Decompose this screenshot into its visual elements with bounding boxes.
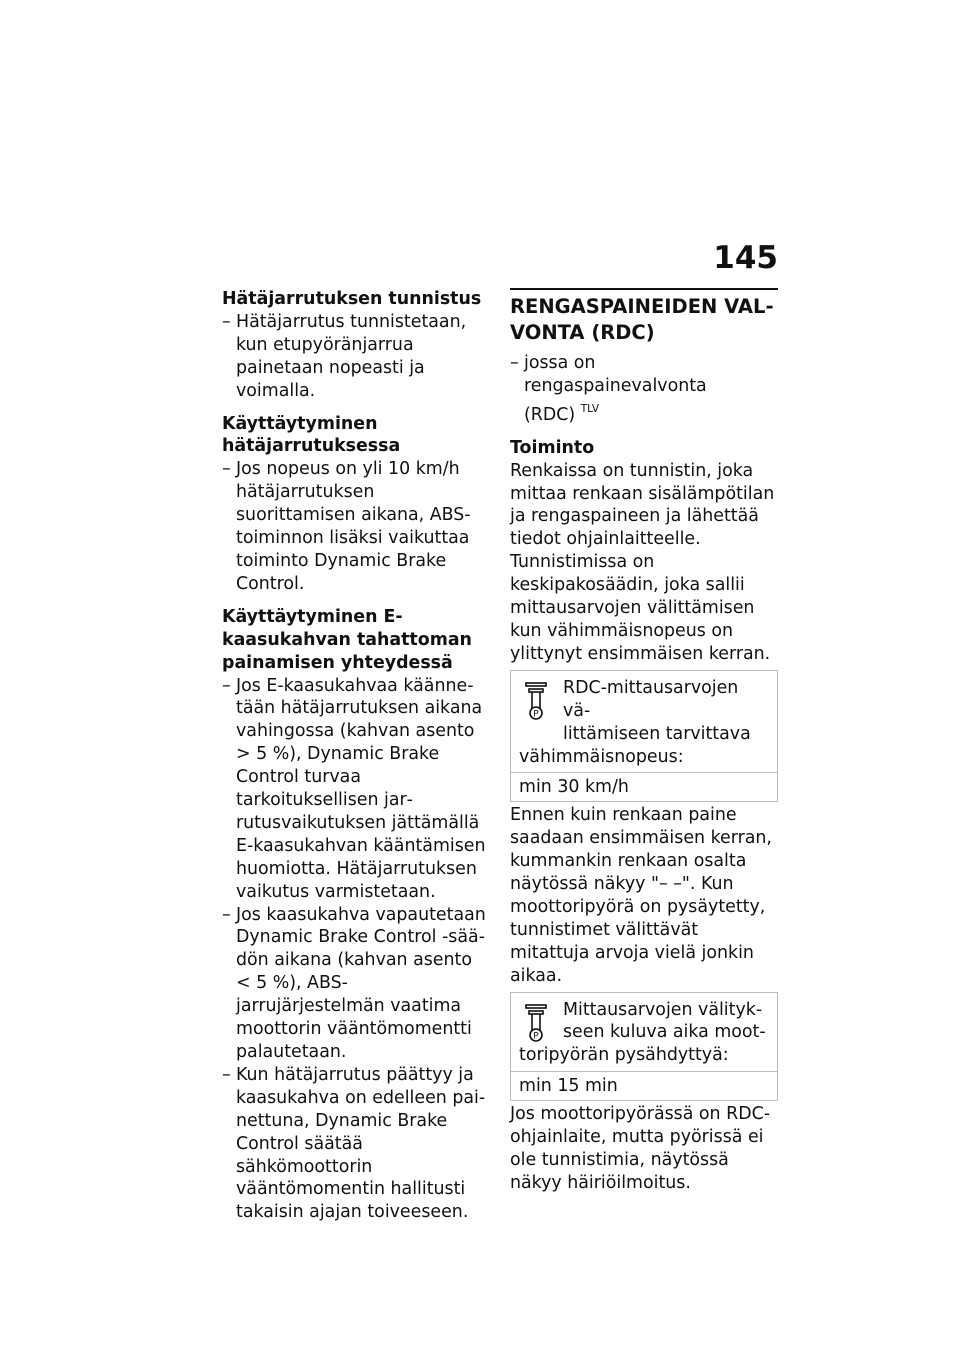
right-column: [510, 288, 778, 1195]
svg-text:P: P: [533, 1031, 539, 1042]
note-value: min 30 km/h: [511, 772, 777, 801]
list-dash: –: [510, 353, 519, 373]
section-rule: [510, 288, 778, 290]
note-line-3: vähimmäisnopeus:: [519, 746, 684, 767]
tlv-superscript: TLV: [580, 402, 600, 415]
section-title-line-2: VONTA (RDC): [510, 321, 655, 344]
list-item-text: Hätäjarrutus tunnistetaan, kun etupyöränjarrua painetaan nopeasti ja voimalla.: [236, 311, 467, 401]
heading-behaviour-line-1: Käyttäytyminen: [222, 413, 378, 434]
note-header: [511, 671, 777, 773]
heading-function: Toiminto: [510, 437, 595, 458]
note-box-transmit-time: [510, 992, 778, 1102]
note-line-1: RDC-mittausarvojen vä-: [563, 677, 739, 721]
list-item: [510, 352, 778, 427]
heading-egrip-line-1: Käyttäytyminen E-: [222, 606, 403, 627]
list-item-text-cont: > 5 %), Dynamic Brake Control turvaa tarkoituksellisen jarrutusvaikutuksen jättämällä E-kaasukahvan kääntämisen huomiotta. Hätäjarrutuksen vaikutus varmistetaan.: [236, 744, 486, 902]
list-item-text: jossa on rengaspainevalvonta: [524, 353, 707, 396]
list-dash: –: [222, 1064, 231, 1085]
list-dash: –: [222, 904, 231, 925]
note-line-2: seen kuluva aika moot-: [563, 1022, 766, 1043]
list-item: [222, 1064, 490, 1224]
paragraph-function: Renkaissa on tunnistin, joka mittaa renkaan sisälämpötilan ja rengaspaineen ja lähettää tiedot ohjainlaitteelle. Tunnistimissa on keskipakosäädin, joka sallii mittausarvojen välittämisen kun vähimmäisnopeus on ylittynyt ensimmäisen kerran.: [510, 460, 775, 664]
list-item-text: Jos E-kaasukahvaa käännetään hätäjarrutuksen aikana vahingossa (kahvan asento: [236, 675, 483, 742]
list-item-text-cont: < 5 %), ABS-jarrujärjestelmän vaatima moottorin vääntömomentti palautetaan.: [236, 973, 472, 1062]
left-column: [222, 288, 490, 1224]
note-box-min-speed: [510, 670, 778, 803]
heading-egrip-line-3: painamisen yhteydessä: [222, 652, 453, 673]
list-item: [222, 311, 490, 403]
list-item-text: Jos nopeus on yli 10 km/h hätäjarrutuksen suorittamisen aikana, ABS-toiminnon lisäksi vaikuttaa toiminto Dynamic Brake Control.: [236, 459, 471, 594]
paragraph-no-sensors: Jos moottoripyörässä on RDC-ohjainlaite, mutta pyörissä ei ole tunnistimia, näytössä näkyy häiriöilmoitus.: [510, 1104, 771, 1193]
list-dash: –: [222, 311, 231, 332]
note-line-2: littämiseen tarvittava: [563, 723, 751, 744]
tire-pressure-gauge-icon: [523, 1003, 549, 1043]
list-item: [222, 458, 490, 595]
section-title-line-1: RENGASPAINEIDEN VAL-: [510, 295, 774, 318]
heading-emergency-braking-detection: Hätäjarrutuksen tunnistus: [222, 289, 482, 309]
list-dash: –: [222, 459, 231, 480]
note-line-3: toripyörän pysähdyttyä:: [519, 1045, 729, 1066]
list-item: [222, 675, 490, 904]
list-item: [222, 904, 490, 1064]
page-number: 145: [713, 240, 778, 276]
list-item-text: Jos kaasukahva vapautetaan Dynamic Brake Control -säädön aikana (kahvan asento: [236, 904, 486, 971]
note-value: min 15 min: [511, 1071, 777, 1100]
list-item-text: Kun hätäjarrutus päättyy ja kaasukahva on edelleen painettuna, Dynamic Brake Control säätää sähkömoottorin vääntömomentin hallitusti takaisin ajajan toiveeseen.: [236, 1064, 486, 1223]
note-line-1: Mittausarvojen välityk-: [563, 999, 763, 1020]
paragraph-initial-pressure: Ennen kuin renkaan paine saadaan ensimmäisen kerran, kummankin renkaan osalta näytössä näkyy "– –". Kun moottoripyörä on pysäytetty, tunnistimet välittävät mitattuja arvoja vielä jonkin aikaa.: [510, 805, 772, 986]
list-item-text-cont: [524, 398, 778, 427]
heading-egrip-line-2: kaasukahvan tahattoman: [222, 629, 472, 650]
heading-behaviour-line-2: hätäjarrutuksessa: [222, 436, 401, 457]
list-dash: –: [222, 675, 231, 696]
rdc-label: (RDC): [524, 404, 576, 425]
tire-pressure-gauge-icon: [523, 681, 549, 721]
svg-text:P: P: [533, 709, 539, 720]
note-header: [511, 993, 777, 1072]
